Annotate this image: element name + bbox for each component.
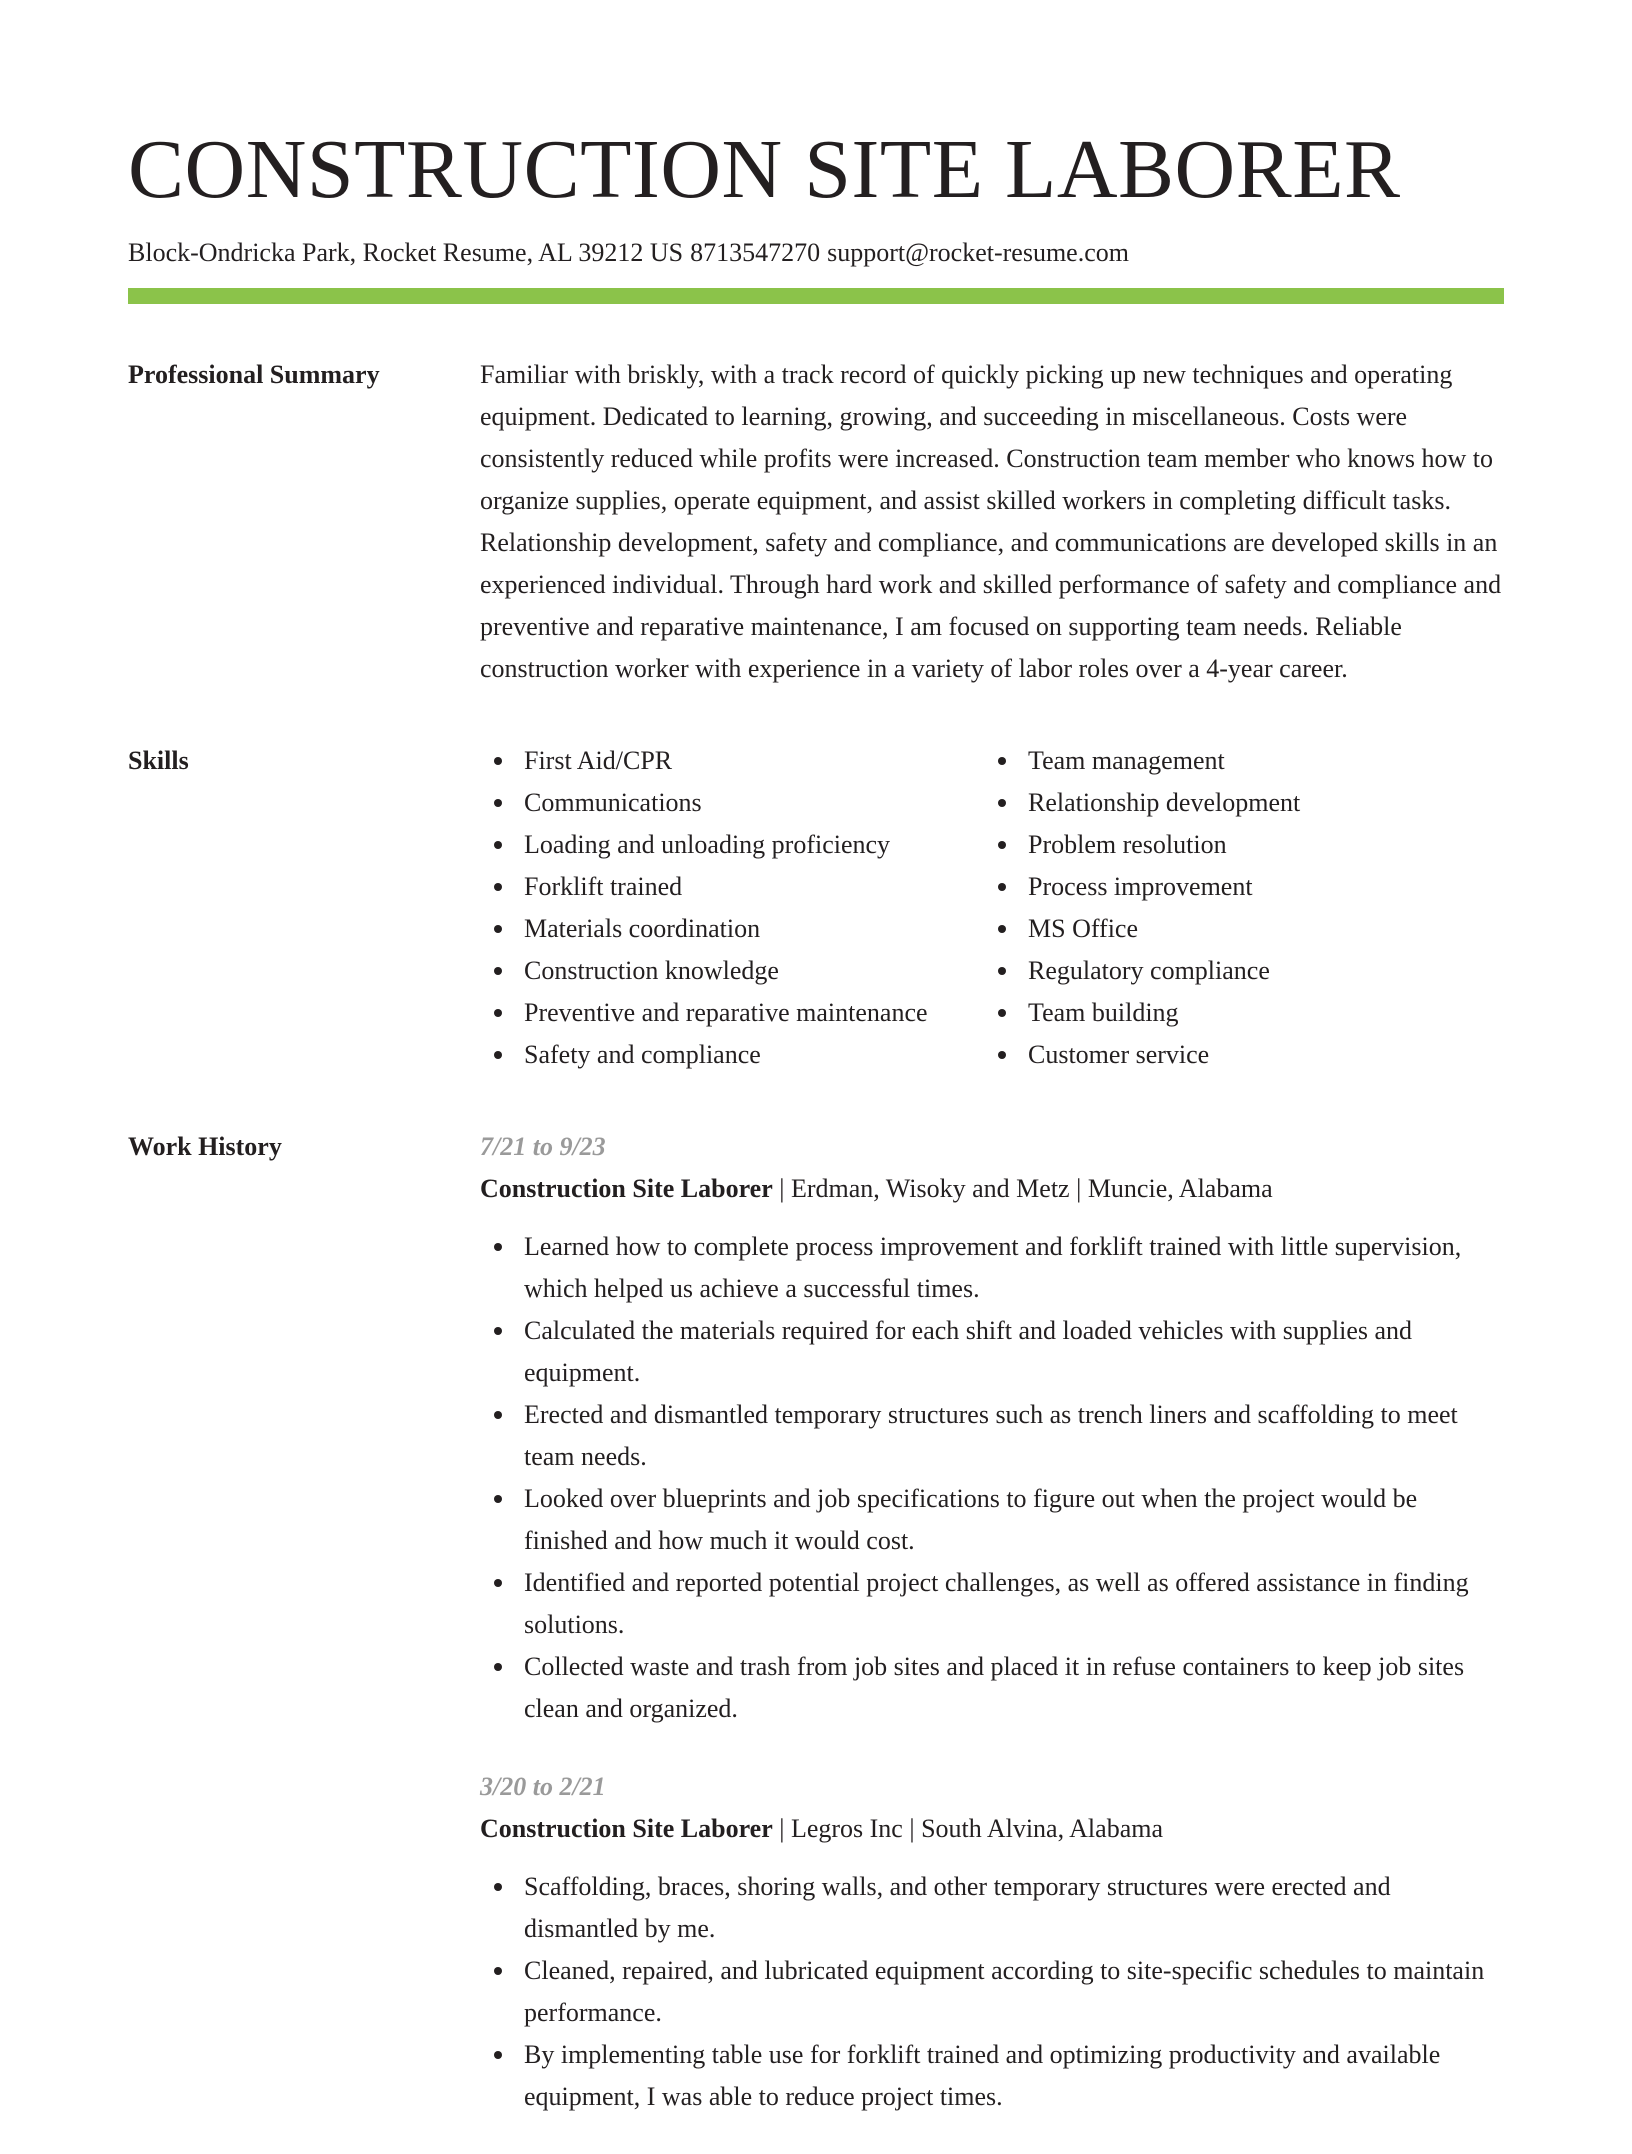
skills-column-left bbox=[480, 740, 984, 1076]
list-item bbox=[480, 2034, 1504, 2118]
list-item-text: Identified and reported potential project challenges, as well as offered assistance in finding solutions. bbox=[524, 1568, 1469, 1639]
summary-body bbox=[480, 354, 1504, 690]
bullet-icon bbox=[998, 757, 1006, 765]
work-history-body bbox=[480, 1126, 1504, 2154]
bullet-icon bbox=[494, 757, 502, 765]
separator: | bbox=[779, 1174, 785, 1203]
skill-item bbox=[984, 950, 1300, 992]
list-item-text: MS Office bbox=[1028, 914, 1139, 943]
bullet-icon bbox=[494, 799, 502, 807]
list-item bbox=[480, 1562, 1504, 1646]
list-item-text: Looked over blueprints and job specifications to figure out when the project would be finished and how much it would cost. bbox=[524, 1484, 1418, 1555]
job-title: Construction Site Laborer bbox=[480, 1174, 773, 1203]
separator: | bbox=[909, 1814, 915, 1843]
list-item bbox=[480, 1866, 1504, 1950]
bullet-icon bbox=[494, 1411, 502, 1419]
list-item-text: Regulatory compliance bbox=[1028, 956, 1270, 985]
bullet-icon bbox=[494, 967, 502, 975]
list-item-text: Calculated the materials required for each shift and loaded vehicles with supplies and equipment. bbox=[524, 1316, 1413, 1387]
bullet-icon bbox=[998, 841, 1006, 849]
bullet-icon bbox=[998, 883, 1006, 891]
bullet-icon bbox=[494, 1009, 502, 1017]
list-item bbox=[480, 1646, 1504, 1730]
list-item-text: Loading and unloading proficiency bbox=[524, 830, 891, 859]
section-title-skills: Skills bbox=[128, 746, 189, 775]
skill-item bbox=[480, 950, 984, 992]
skill-item bbox=[984, 908, 1300, 950]
job-company: Legros Inc bbox=[790, 1814, 903, 1843]
job-heading bbox=[480, 1808, 1504, 1850]
list-item-text: Scaffolding, braces, shoring walls, and other temporary structures were erected and dismantled by me. bbox=[524, 1872, 1391, 1943]
skill-item bbox=[984, 824, 1300, 866]
section-title-summary: Professional Summary bbox=[128, 360, 380, 389]
contact-address: Block-Ondricka Park, Rocket Resume, AL 39212 US bbox=[128, 238, 684, 267]
bullet-icon bbox=[494, 1495, 502, 1503]
list-item-text: Materials coordination bbox=[524, 914, 761, 943]
list-item bbox=[480, 1226, 1504, 1310]
bullet-icon bbox=[494, 1967, 502, 1975]
contact-phone: 8713547270 bbox=[690, 238, 821, 267]
job-entry bbox=[480, 1766, 1504, 2118]
bullet-icon bbox=[494, 883, 502, 891]
contact-line bbox=[128, 236, 1504, 270]
list-item-text: Preventive and reparative maintenance bbox=[524, 998, 928, 1027]
skill-item bbox=[984, 782, 1300, 824]
list-item-text: Process improvement bbox=[1028, 872, 1253, 901]
bullet-icon bbox=[494, 925, 502, 933]
bullet-icon bbox=[998, 1009, 1006, 1017]
job-bullets bbox=[480, 1226, 1504, 1730]
bullet-icon bbox=[494, 1883, 502, 1891]
job-heading bbox=[480, 1168, 1504, 1210]
job-bullets bbox=[480, 1866, 1504, 2118]
list-item-text: Team building bbox=[1028, 998, 1179, 1027]
bullet-icon bbox=[494, 2051, 502, 2059]
separator: | bbox=[779, 1814, 785, 1843]
skill-item bbox=[480, 824, 984, 866]
list-item bbox=[480, 1950, 1504, 2034]
contact-email[interactable]: support@rocket-resume.com bbox=[827, 238, 1129, 267]
list-item-text: First Aid/CPR bbox=[524, 746, 673, 775]
summary-text: Familiar with briskly, with a track record of quickly picking up new techniques and operating equipment. Dedicated to learning, growing, and succeeding in miscellaneous. Costs were consistently reduced while profits were increased. Construction team member who knows how to organize supplies, operate equipment, and assist skilled workers in completing difficult tasks. Relationship development, safety and compliance, and communications are developed skills in an experienced individual. Through hard work and skilled performance of safety and compliance and preventive and reparative maintenance, I am focused on supporting team needs. Reliable construction worker with experience in a variety of labor roles over a 4-year career. bbox=[480, 360, 1502, 683]
skill-item bbox=[480, 866, 984, 908]
bullet-icon bbox=[998, 1051, 1006, 1059]
job-entry bbox=[480, 1126, 1504, 1730]
list-item-text: By implementing table use for forklift trained and optimizing productivity and available equipment, I was able to reduce project times. bbox=[524, 2040, 1441, 2111]
list-item-text: Cleaned, repaired, and lubricated equipment according to site-specific schedules to maintain performance. bbox=[524, 1956, 1485, 2027]
skill-item bbox=[984, 866, 1300, 908]
bullet-icon bbox=[998, 799, 1006, 807]
bullet-icon bbox=[494, 1663, 502, 1671]
separator: | bbox=[1076, 1174, 1082, 1203]
bullet-icon bbox=[998, 967, 1006, 975]
skill-item bbox=[480, 782, 984, 824]
job-title: Construction Site Laborer bbox=[480, 1814, 773, 1843]
list-item-text: Forklift trained bbox=[524, 872, 683, 901]
section-title-work-history: Work History bbox=[128, 1132, 282, 1161]
skill-item bbox=[984, 992, 1300, 1034]
job-dates: 7/21 to 9/23 bbox=[480, 1132, 606, 1161]
section-skills bbox=[128, 740, 1504, 1076]
list-item-text: Relationship development bbox=[1028, 788, 1301, 817]
skill-item bbox=[480, 1034, 984, 1076]
skill-item bbox=[480, 992, 984, 1034]
bullet-icon bbox=[998, 925, 1006, 933]
list-item-text: Collected waste and trash from job sites and placed it in refuse containers to keep job sites clean and organized. bbox=[524, 1652, 1465, 1723]
skills-grid bbox=[480, 740, 1504, 1076]
section-professional-summary bbox=[128, 354, 1504, 690]
resume-name: CONSTRUCTION SITE LABORER bbox=[128, 123, 1401, 216]
list-item-text: Problem resolution bbox=[1028, 830, 1227, 859]
bullet-icon bbox=[494, 1051, 502, 1059]
bullet-icon bbox=[494, 841, 502, 849]
job-location: South Alvina, Alabama bbox=[921, 1814, 1163, 1843]
list-item bbox=[480, 1478, 1504, 1562]
resume-page bbox=[128, 0, 1504, 2154]
list-item-text: Learned how to complete process improvement and forklift trained with little supervision, which helped us achieve a successful times. bbox=[524, 1232, 1462, 1303]
list-item-text: Team management bbox=[1028, 746, 1225, 775]
section-work-history bbox=[128, 1126, 1504, 2154]
job-company: Erdman, Wisoky and Metz bbox=[790, 1174, 1070, 1203]
list-item-text: Construction knowledge bbox=[524, 956, 779, 985]
job-location: Muncie, Alabama bbox=[1087, 1174, 1273, 1203]
bullet-icon bbox=[494, 1243, 502, 1251]
list-item-text: Customer service bbox=[1028, 1040, 1210, 1069]
job-dates: 3/20 to 2/21 bbox=[480, 1772, 606, 1801]
list-item bbox=[480, 1310, 1504, 1394]
list-item-text: Communications bbox=[524, 788, 702, 817]
skills-column-right bbox=[984, 740, 1300, 1076]
bullet-icon bbox=[494, 1579, 502, 1587]
header-divider bbox=[128, 288, 1504, 304]
list-item bbox=[480, 1394, 1504, 1478]
skill-item bbox=[480, 740, 984, 782]
skill-item bbox=[984, 740, 1300, 782]
list-item-text: Erected and dismantled temporary structures such as trench liners and scaffolding to meet team needs. bbox=[524, 1400, 1458, 1471]
skill-item bbox=[480, 908, 984, 950]
list-item-text: Safety and compliance bbox=[524, 1040, 761, 1069]
bullet-icon bbox=[494, 1327, 502, 1335]
skill-item bbox=[984, 1034, 1300, 1076]
